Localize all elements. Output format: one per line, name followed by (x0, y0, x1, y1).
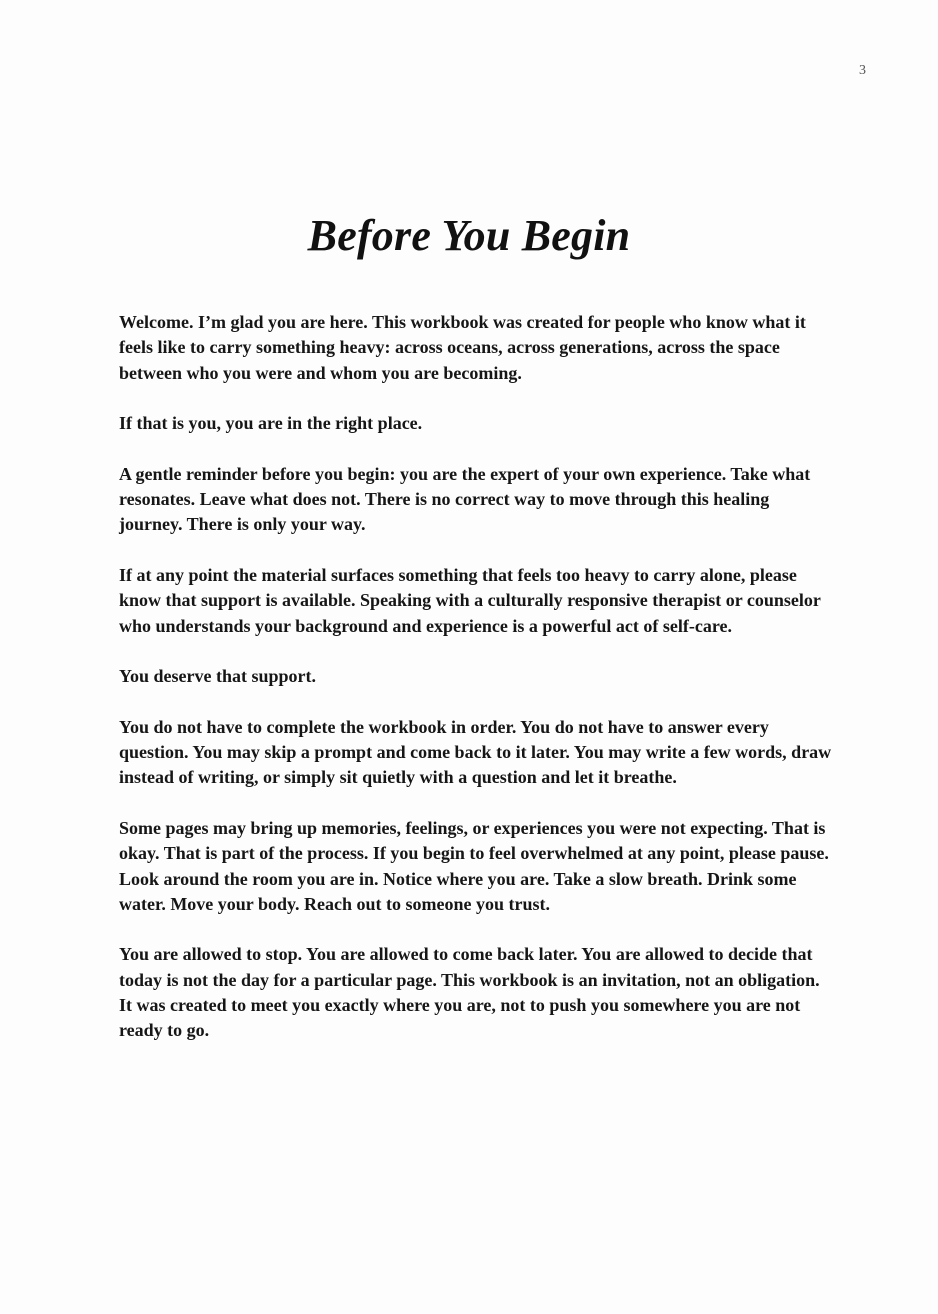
page-title: Before You Begin (307, 211, 631, 260)
paragraph-deserve-support: You deserve that support. (119, 666, 317, 687)
body-text (119, 310, 833, 1069)
paragraph-memories: Some pages may bring up memories, feelings, or experiences you were not expecting. That is okay. That is part of the process. If you begin to feel overwhelmed at any point, please pause. Look around the room you are in. Notice where you are. Take a slow breath. Drink some water. Move your body. Reach out to someone you trust. (119, 817, 829, 914)
paragraph-support: If at any point the material surfaces something that feels too heavy to carry alone, please know that support is available. Speaking with a culturally responsive therapist or counselor who understands your background and experience is a powerful act of self-care. (119, 564, 821, 636)
paragraph-allowed-to-stop: You are allowed to stop. You are allowed to come back later. You are allowed to decide that today is not the day for a particular page. This workbook is an invitation, not an obligation. It was created to meet you exactly where you are, not to push you somewhere you are not ready to go. (119, 944, 820, 1041)
paragraph-gentle-reminder: A gentle reminder before you begin: you are the expert of your own experience. Take what resonates. Leave what does not. There is no correct way to move through this healing journey. There is only your way. (119, 463, 811, 535)
paragraph-welcome: Welcome. I’m glad you are here. This workbook was created for people who know what it feels like to carry something heavy: across oceans, across generations, across the space between who you were and whom you are becoming. (119, 312, 806, 383)
paragraph-right-place: If that is you, you are in the right place. (119, 413, 423, 434)
page-number: 3 (859, 63, 866, 78)
paragraph-order: You do not have to complete the workbook in order. You do not have to answer every question. You may skip a prompt and come back to it later. You may write a few words, draw instead of writing, or simply sit quietly with a question and let it breathe. (119, 716, 832, 788)
